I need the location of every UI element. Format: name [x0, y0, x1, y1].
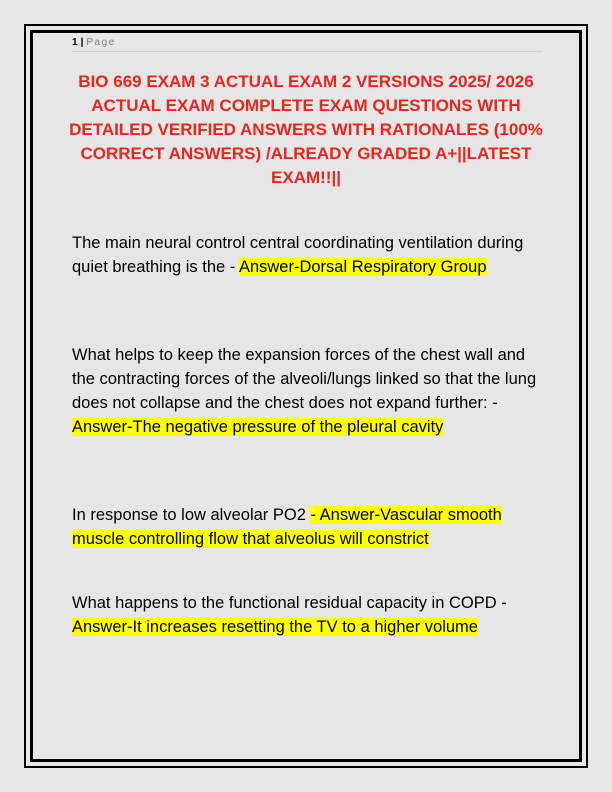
- page-number: 1: [72, 37, 78, 48]
- qa-item: [72, 343, 542, 439]
- answer-text: Answer-Dorsal Respiratory Group: [238, 258, 487, 276]
- question-text: In response to low alveolar PO2: [72, 506, 311, 524]
- document-title: BIO 669 EXAM 3 ACTUAL EXAM 2 VERSIONS 2025/ 2026 ACTUAL EXAM COMPLETE EXAM QUESTIONS WITH DETAILED VERIFIED ANSWERS WITH RATIONALES (100% CORRECT ANSWERS) /ALREADY GRADED A+||LATEST EXAM!!||: [69, 72, 543, 187]
- answer-text: - Answer-Vascular smooth muscle controlling flow that alveolus will constrict: [72, 506, 502, 548]
- page-header: [72, 37, 542, 52]
- qa-item: [72, 231, 542, 279]
- qa-item: [72, 591, 542, 639]
- question-text: What helps to keep the expansion forces of the chest wall and the contracting forces of the alveoli/lungs linked so that the lung does not collapse and the chest does not expand further: -: [72, 346, 537, 412]
- qa-item: [72, 503, 542, 551]
- question-text: What happens to the functional residual capacity in COPD -: [72, 594, 507, 612]
- answer-text: Answer-The negative pressure of the pleural cavity: [72, 418, 444, 436]
- page-label: Page: [86, 37, 116, 48]
- answer-text: Answer-It increases resetting the TV to a higher volume: [72, 618, 478, 636]
- page-separator: |: [80, 37, 84, 48]
- question-text: The main neural control central coordinating ventilation during quiet breathing is the -: [72, 234, 524, 276]
